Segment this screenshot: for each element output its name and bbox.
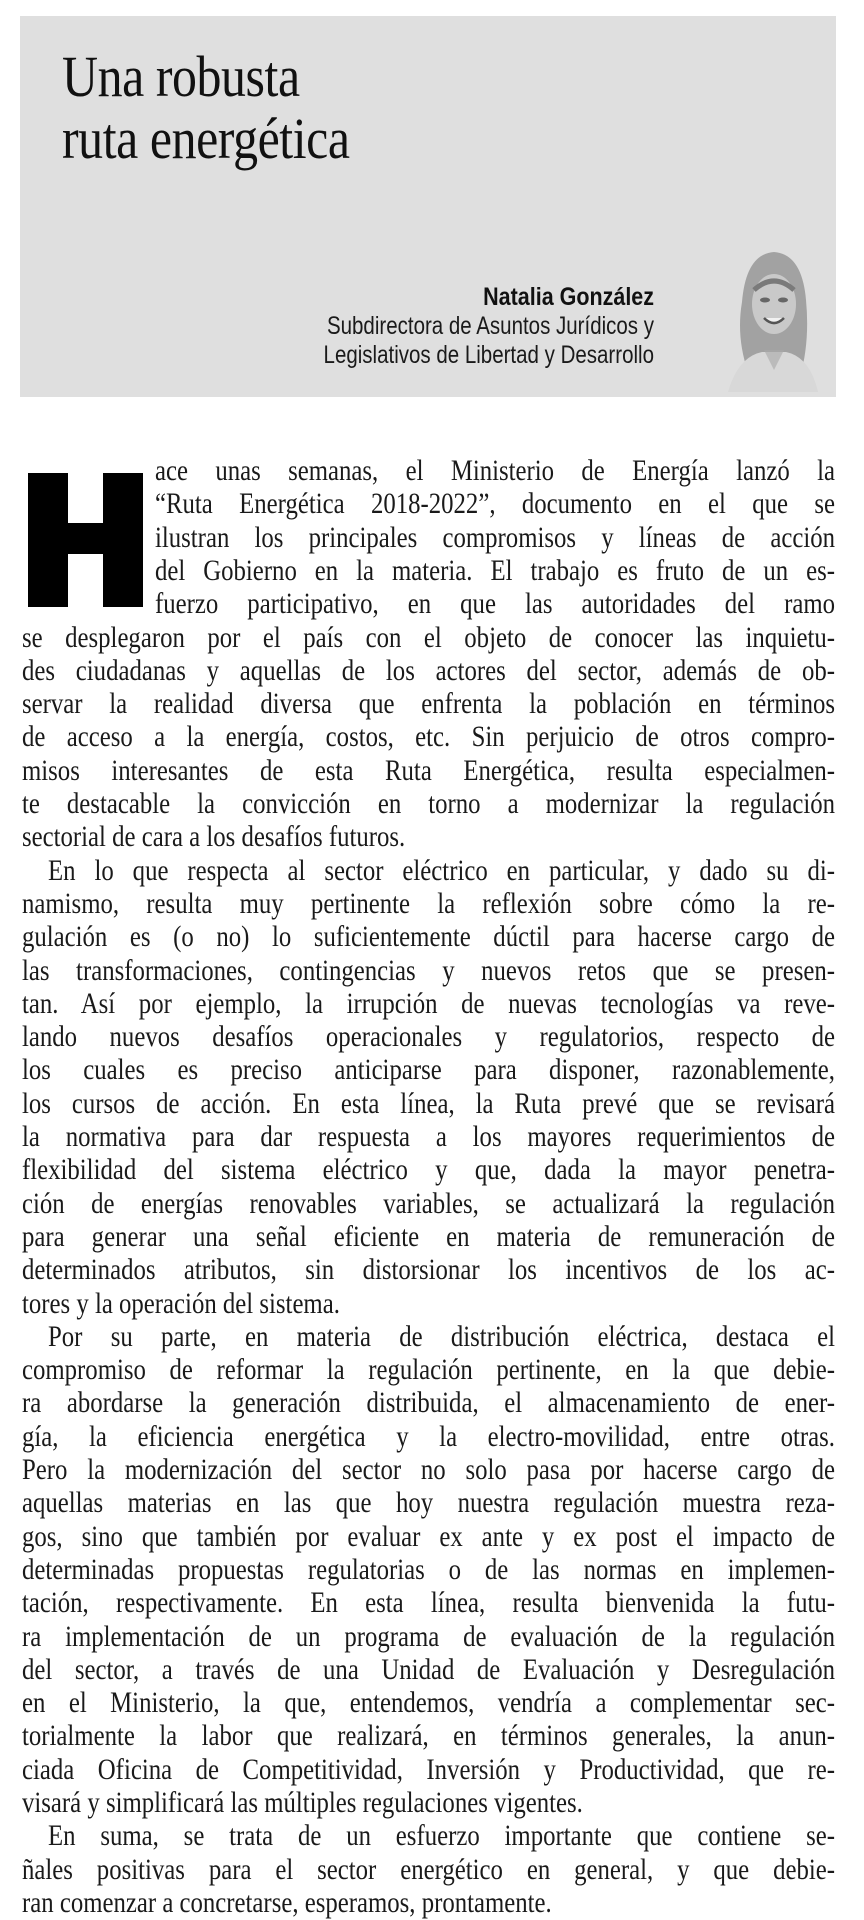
body-line: des ciudadanas y aquellas de los actores del sector, además de ob- [22, 654, 835, 687]
body-line: las transformaciones, contingencias y nuevos retos que se presen- [22, 954, 835, 987]
body-line: lando nuevos desafíos operacionales y regulatorios, respecto de [22, 1021, 835, 1054]
body-line: de acceso a la energía, costos, etc. Sin perjuicio de otros compro- [22, 721, 835, 754]
body-line: Por su parte, en materia de distribución eléctrica, destaca el [48, 1320, 835, 1353]
body-line: los cuales es preciso anticiparse para disponer, razonablemente, [22, 1054, 835, 1087]
body-line: En suma, se trata de un esfuerzo importante que contiene se- [48, 1820, 835, 1853]
headline-line-1: Una robusta [62, 44, 300, 109]
author-portrait-icon [718, 242, 826, 392]
body-line: visará y simplificará las múltiples regulaciones vigentes. [22, 1787, 583, 1819]
drop-cap-letter [28, 473, 143, 607]
body-line: compromiso de reformar la regulación pertinente, en la que debie- [22, 1354, 835, 1387]
body-line: tan. Así por ejemplo, la irrupción de nuevas tecnologías va reve- [22, 987, 835, 1020]
body-line: ra implementación de un programa de evaluación de la regulación [22, 1620, 835, 1653]
body-line: para generar una señal eficiente en materia de remuneración de [22, 1220, 835, 1253]
body-line: gos, sino que también por evaluar ex ante y ex post el impacto de [22, 1520, 835, 1553]
body-line: del sector, a través de una Unidad de Evaluación y Desregulación [22, 1653, 835, 1686]
body-line: ran comenzar a concretarse, esperamos, prontamente. [22, 1886, 552, 1919]
body-line: “Ruta Energética 2018-2022”, documento en el que se [155, 488, 835, 521]
body-line: determinados atributos, sin distorsionar los incentivos de los ac- [22, 1254, 835, 1287]
author-name: Natalia González [483, 283, 654, 311]
body-line: los cursos de acción. En esta línea, la Ruta prevé que se revisará [22, 1087, 835, 1120]
article-header [20, 16, 836, 397]
body-line: gulación es (o no) lo suficientemente dúctil para hacerse cargo de [22, 921, 835, 954]
byline [251, 282, 654, 370]
body-line: fuerzo participativo, en que las autoridades del ramo [155, 588, 835, 621]
body-line: misos interesantes de esta Ruta Energética, resulta especialmen- [22, 754, 835, 787]
body-line: te destacable la convicción en torno a modernizar la regulación [22, 788, 835, 820]
body-line: sectorial de cara a los desafíos futuros. [22, 821, 406, 854]
body-line: Pero la modernización del sector no solo pasa por hacerse cargo de [22, 1454, 835, 1486]
body-line: namismo, resulta muy pertinente la reflexión sobre cómo la re- [22, 887, 835, 920]
body-line: flexibilidad del sistema eléctrico y que, dada la mayor penetra- [22, 1154, 835, 1187]
body-line: tación, respectivamente. En esta línea, resulta bienvenida la futu- [22, 1587, 835, 1620]
body-line: ace unas semanas, el Ministerio de Energía lanzó la [155, 455, 835, 487]
body-line: ción de energías renovables variables, se actualizará la regulación [22, 1187, 835, 1220]
body-line: en el Ministerio, la que, entendemos, vendría a complementar sec- [22, 1687, 835, 1720]
body-line: gía, la eficiencia energética y la electro-movilidad, entre otras. [22, 1420, 835, 1453]
body-line: torialmente la labor que realizará, en términos generales, la anun- [22, 1720, 835, 1753]
body-line: ilustran los principales compromisos y líneas de acción [155, 521, 835, 554]
body-line: del Gobierno en la materia. El trabajo es fruto de un es- [155, 554, 835, 587]
body-line: tores y la operación del sistema. [22, 1287, 340, 1320]
body-line: determinadas propuestas regulatorias o de las normas en implemen- [22, 1553, 835, 1586]
body-line: ñales positivas para el sector energético en general, y que debie- [22, 1853, 835, 1886]
body-line: aquellas materias en las que hoy nuestra regulación muestra reza- [22, 1487, 835, 1520]
body-line: la normativa para dar respuesta a los mayores requerimientos de [22, 1121, 835, 1153]
body-line: ra abordarse la generación distribuida, el almacenamiento de ener- [22, 1387, 835, 1420]
author-role-line-1: Subdirectora de Asuntos Jurídicos y [326, 312, 654, 340]
body-line: ciada Oficina de Competitividad, Inversión y Productividad, que re- [22, 1753, 835, 1786]
author-role-line-2: Legislativos de Libertad y Desarrollo [323, 341, 654, 369]
body-line: En lo que respecta al sector eléctrico en particular, y dado su di- [48, 854, 835, 887]
headline-line-2: ruta energética [62, 106, 350, 171]
body-line: se desplegaron por el país con el objeto de conocer las inquietu- [22, 621, 835, 654]
body-line: servar la realidad diversa que enfrenta la población en términos [22, 688, 835, 721]
